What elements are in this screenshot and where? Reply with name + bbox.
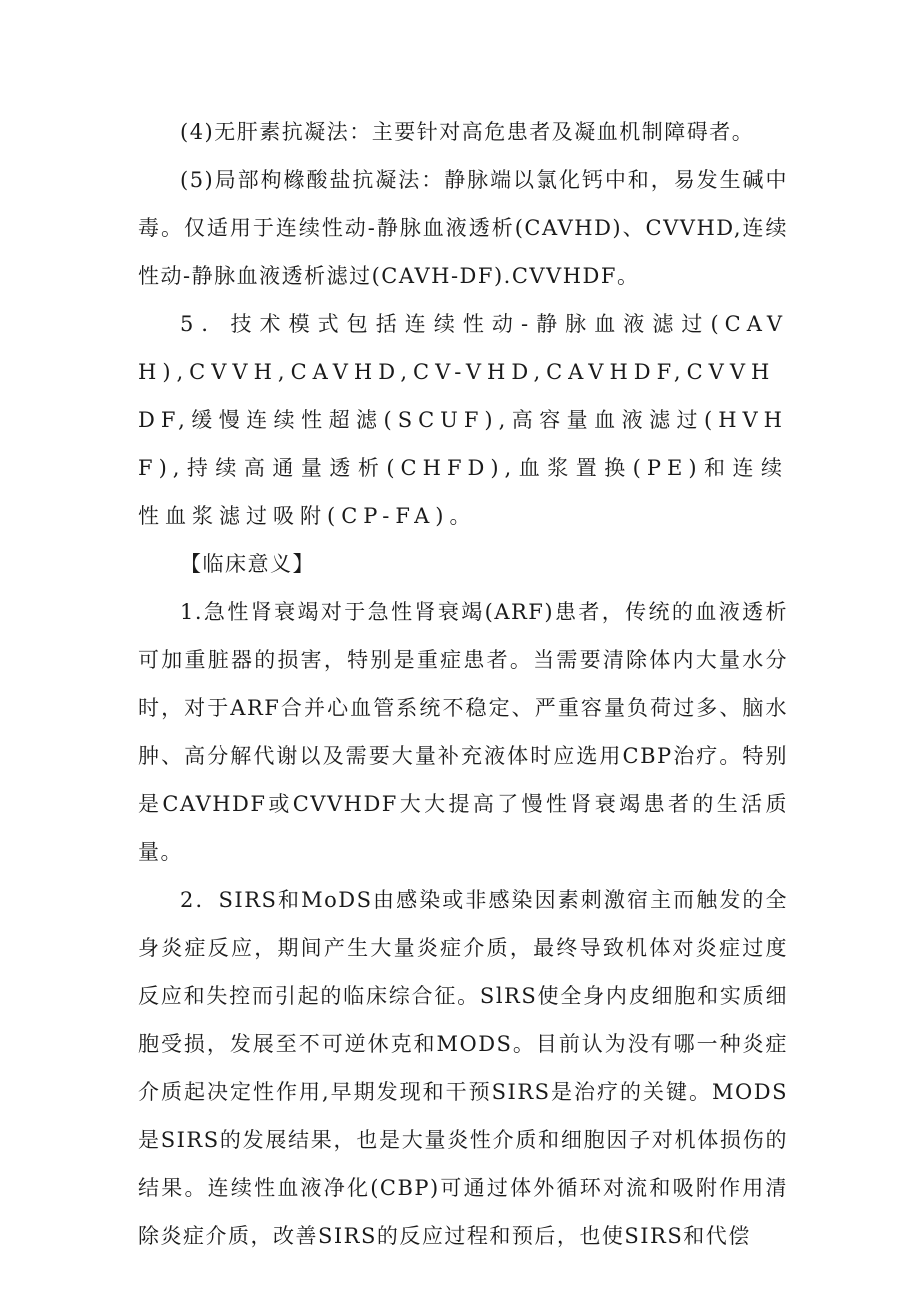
- document-body: [138, 108, 788, 1260]
- paragraph-citrate-anticoagulation: (5)局部枸橼酸盐抗凝法：静脉端以氯化钙中和，易发生碱中毒。仅适用于连续性动-静脉血液透析(CAVHD)、CVVHD,连续性动-静脉血液透析滤过(CAVH-DF).CVVHDF。: [138, 168, 788, 288]
- paragraph-sirs-mods: 2．SIRS和MoDS由感染或非感染因素刺激宿主而触发的全身炎症反应，期间产生大量炎症介质，最终导致机体对炎症过度反应和失控而引起的临床综合征。SlRS使全身内皮细胞和实质细胞受损，发展至不可逆休克和MODS。目前认为没有哪一种炎症介质起决定性作用,早期发现和干预SIRS是治疗的关键。MODS是SIRS的发展结果，也是大量炎性介质和细胞因子对机体损伤的结果。连续性血液净化(CBP)可通过体外循环对流和吸附作用清除炎症介质，改善SIRS的反应过程和预后，也使SIRS和代偿: [138, 888, 788, 1248]
- paragraph-acute-renal-failure: 1.急性肾衰竭对于急性肾衰竭(ARF)患者，传统的血液透析可加重脏器的损害，特别是重症患者。当需要清除体内大量水分时，对于ARF合并心血管系统不稳定、严重容量负荷过多、脑水肿、高分解代谢以及需要大量补充液体时应选用CBP治疗。特别是CAVHDF或CVVHDF大大提高了慢性肾衰竭患者的生活质量。: [138, 600, 788, 864]
- paragraph-technical-modes: 5．技术模式包括连续性动-静脉血液滤过(CAVH),CVVH,CAVHD,CV-VHD,CAVHDF,CVVHDF,缓慢连续性超滤(SCUF),高容量血液滤过(HVHF),持续高通量透析(CHFD),血浆置换(PE)和连续性血浆滤过吸附(CP-FA)。: [138, 312, 788, 528]
- paragraph-heparin-free-anticoagulation: (4)无肝素抗凝法：主要针对高危患者及凝血机制障碍者。: [180, 120, 755, 144]
- section-heading-clinical-significance: 【临床意义】: [180, 552, 315, 576]
